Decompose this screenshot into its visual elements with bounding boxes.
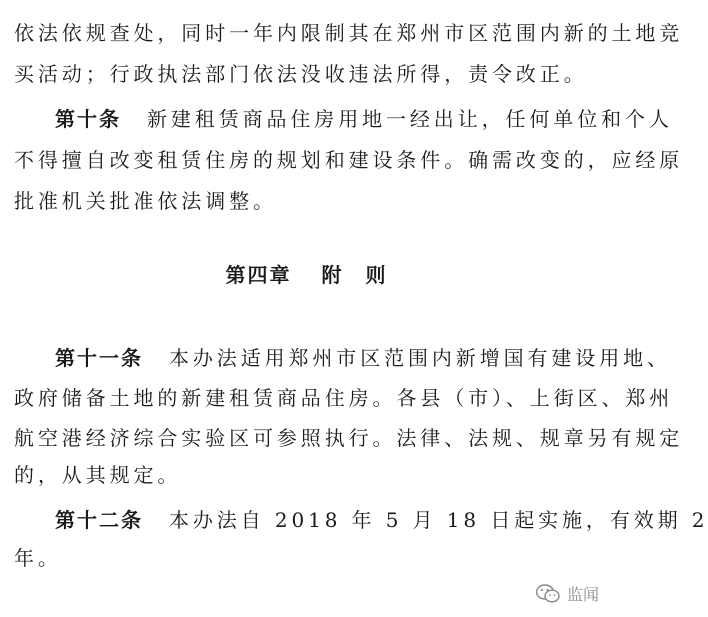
article-10-line-2: 不得擅自改变租赁住房的规划和建设条件。确需改变的，应经原 — [14, 148, 684, 172]
article-11-line-4: 的，从其规定。 — [14, 463, 182, 487]
text-line: 依法依规查处，同时一年内限制其在郑州市区范围内新的土地竞 — [14, 21, 684, 45]
watermark-text: 监闻 — [566, 585, 599, 604]
article-10-line-1 — [55, 106, 673, 132]
text-line: 买活动；行政执法部门依法没收违法所得，责令改正。 — [14, 62, 588, 86]
watermark — [535, 582, 599, 605]
article-11-line-1 — [55, 345, 671, 371]
article-11-line-2: 政府储备土地的新建租赁商品住房。各县（市）、上街区、郑州 — [14, 386, 674, 410]
chapter-title: 附 则 — [321, 263, 388, 287]
article-10-heading: 第十条 — [55, 107, 121, 131]
article-12-line-1 — [55, 507, 708, 533]
article-12-heading: 第十二条 — [55, 508, 143, 532]
article-11-heading: 第十一条 — [55, 346, 143, 370]
wechat-icon — [535, 583, 561, 605]
article-12-text: 本办法自 2018 年 5 月 18 日起实施，有效期 2 — [169, 508, 708, 532]
article-10-text: 新建租赁商品住房用地一经出让，任何单位和个人 — [147, 107, 673, 131]
article-10-line-3: 批准机关批准依法调整。 — [14, 189, 277, 213]
article-11-line-3: 航空港经济综合实验区可参照执行。法律、法规、规章另有规定 — [14, 426, 684, 450]
chapter-number: 第四章 — [225, 263, 292, 287]
article-11-text: 本办法适用郑州市区范围内新增国有建设用地、 — [169, 346, 671, 370]
chapter-heading — [0, 262, 613, 288]
article-12-line-2: 年。 — [14, 546, 62, 570]
